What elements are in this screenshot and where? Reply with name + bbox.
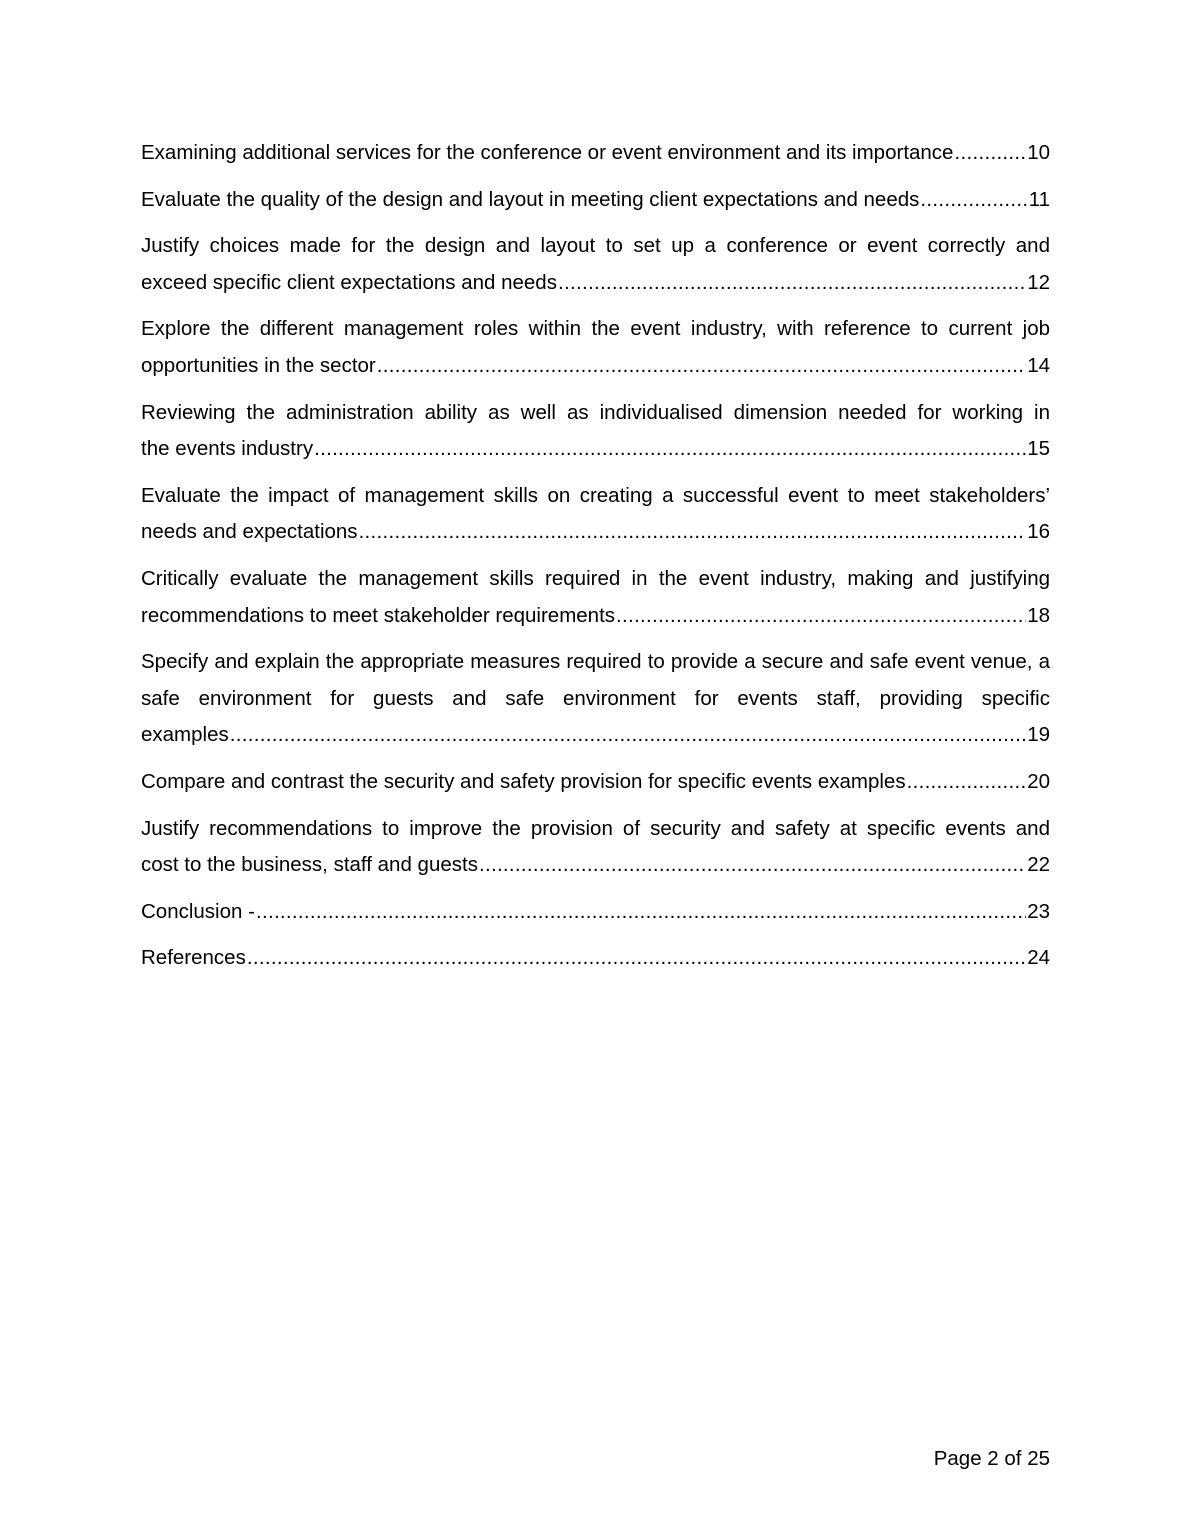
toc-entry-title-end: the events industry <box>141 437 314 461</box>
dot-leader <box>359 514 1027 551</box>
toc-entry-title-end: needs and expectations <box>141 520 358 544</box>
toc-entry[interactable] <box>141 644 1050 754</box>
dot-leader <box>230 717 1026 754</box>
toc-page-number: 16 <box>1027 520 1050 544</box>
toc-page-number: 12 <box>1027 270 1050 294</box>
toc-entry-line <box>141 348 1050 385</box>
toc-entry-line <box>141 182 1050 219</box>
toc-entry-title-start: Explore the different management roles within the event industry, with reference to current job <box>141 317 1050 341</box>
toc-entry-line <box>141 847 1050 884</box>
toc-entry[interactable] <box>141 894 1050 931</box>
toc-entry-title: Conclusion - <box>141 899 255 923</box>
toc-entry[interactable] <box>141 478 1050 551</box>
page-number-footer: Page 2 of 25 <box>933 1447 1050 1470</box>
toc-entry-title-start: Reviewing the administration ability as well as individualised dimension needed for working in <box>141 400 1050 424</box>
toc-page-number: 23 <box>1027 899 1050 923</box>
toc-entry-line <box>141 598 1050 635</box>
toc-entry-line <box>141 431 1050 468</box>
dot-leader <box>558 265 1026 302</box>
toc-entry-title-start: Justify recommendations to improve the provision of security and safety at specific events and <box>141 816 1050 840</box>
toc-page-number: 18 <box>1027 603 1050 627</box>
toc-page-number: 19 <box>1027 723 1050 747</box>
dot-leader <box>479 847 1026 884</box>
toc-page-number: 24 <box>1027 946 1050 970</box>
toc-entry-title-end: exceed specific client expectations and needs <box>141 270 557 294</box>
dot-leader <box>954 135 1026 172</box>
toc-entry[interactable] <box>141 811 1050 884</box>
toc-entry-title-end: opportunities in the sector <box>141 353 376 377</box>
toc-entry[interactable] <box>141 764 1050 801</box>
toc-entry[interactable] <box>141 311 1050 384</box>
dot-leader <box>256 894 1026 931</box>
toc-entry-line <box>141 514 1050 551</box>
toc-entry[interactable] <box>141 182 1050 219</box>
toc-page-number: 22 <box>1027 853 1050 877</box>
toc-page-number: 10 <box>1027 141 1050 164</box>
toc-entry-title: Compare and contrast the security and safety provision for specific events examples <box>141 769 906 793</box>
toc-page-number: 15 <box>1027 437 1050 461</box>
toc-entry[interactable] <box>141 135 1050 172</box>
toc-entry-title-start: Critically evaluate the management skills required in the event industry, making and justifying <box>141 566 1050 590</box>
toc-entry-title-start: Specify and explain the appropriate measures required to provide a secure and safe event venue, a safe environment for guests and safe environment for events staff, providing specific <box>141 650 1050 710</box>
dot-leader <box>314 431 1026 468</box>
table-of-contents <box>141 135 1050 987</box>
toc-entry[interactable] <box>141 940 1050 977</box>
dot-leader <box>920 182 1027 219</box>
toc-entry-title: Evaluate the quality of the design and layout in meeting client expectations and needs <box>141 187 920 211</box>
toc-entry-line <box>141 717 1050 754</box>
toc-entry-title-end: examples <box>141 723 229 747</box>
toc-entry-title: References <box>141 946 246 970</box>
toc-entry-line <box>141 940 1050 977</box>
toc-entry[interactable] <box>141 395 1050 468</box>
toc-page-number: 20 <box>1027 769 1050 793</box>
toc-entry-line <box>141 135 1050 172</box>
toc-entry-line <box>141 894 1050 931</box>
toc-entry-title-start: Justify choices made for the design and layout to set up a conference or event correctly and <box>141 234 1050 258</box>
toc-page-number: 11 <box>1028 187 1050 211</box>
dot-leader <box>616 598 1026 635</box>
dot-leader <box>377 348 1026 385</box>
dot-leader <box>247 940 1026 977</box>
dot-leader <box>907 764 1027 801</box>
toc-entry[interactable] <box>141 228 1050 301</box>
toc-entry-title-end: recommendations to meet stakeholder requirements <box>141 603 616 627</box>
toc-entry-line <box>141 265 1050 302</box>
toc-entry-title-start: Evaluate the impact of management skills on creating a successful event to meet stakeholders’ <box>141 483 1050 507</box>
toc-entry-title-end: cost to the business, staff and guests <box>141 853 478 877</box>
toc-entry-line <box>141 764 1050 801</box>
toc-page-number: 14 <box>1027 353 1050 377</box>
toc-entry[interactable] <box>141 561 1050 634</box>
toc-entry-title: Examining additional services for the conference or event environment and its importance <box>141 141 954 164</box>
